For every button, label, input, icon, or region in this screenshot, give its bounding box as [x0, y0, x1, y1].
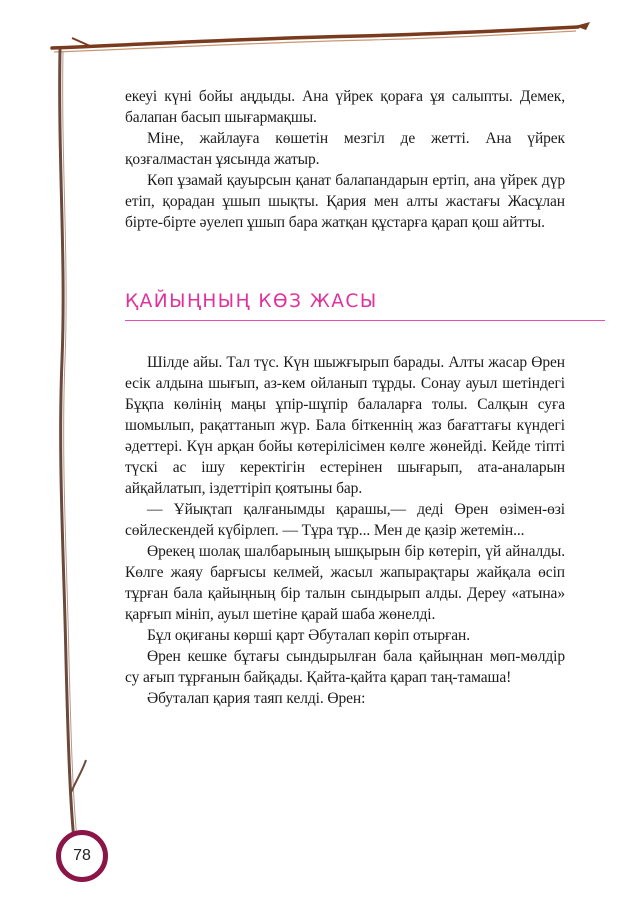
paragraph: екеуі күні бойы аңдыды. Ана үйрек қораға ұя салыпты. Демек, балапан басып шығармақшы.: [125, 88, 565, 126]
paragraph: Бұл оқиғаны көрші қарт Әбуталап көріп отырған.: [147, 627, 471, 644]
chapter-title: ҚАЙЫҢНЫҢ КӨЗ ЖАСЫ: [125, 291, 378, 312]
paragraph: Өрен кешке бұтағы сындырылған бала қайыңнан мөп-мөлдір су ағып тұрғанын байқады. Қайта-қайта қарап таң-тамаша!: [125, 648, 565, 686]
paragraph: Әбуталап қария таяп келді. Өрен:: [147, 690, 366, 707]
chapter-heading: [125, 290, 605, 321]
top-branch: [52, 27, 578, 48]
paragraph: Шілде айы. Тал түс. Күн шыжғырып барады. Алты жасар Өрен есік алдына шығып, аз-кем ойланып тұрды. Сонау ауыл шетіндегі Бұқпа көлінің маңы ұпір-шұпір балаларға толы. Салқын суға шомылып, рақаттанып жүр. Бала біткеннің жаз бағаттағы күндегі әдеттері. Күн арқан бойы көтерілісімен көлге жөнейді. Кейде тіпті түскі ас ішу керектігін естерінен шығарып, ата-аналарын айқайлатып, іздеттіріп қоятыны бар.: [125, 354, 565, 497]
paragraph: Көп ұзамай қауырсын қанат балапандарын ертіп, ана үйрек дүр етіп, қорадан ұшып шықты. Қария мен алты жастағы Жасұлан біртe-бірте әуелеп ұшып бара жатқан құстарға қарап қош айтты.: [125, 172, 565, 231]
page-number-label: 78: [73, 847, 91, 864]
left-stick: [60, 50, 74, 840]
page-number: [56, 830, 108, 882]
chapter-text-block: [125, 352, 565, 709]
paragraph: Міне, жайлауға көшетін мезгіл де жетті. Ана үйрек қозғалмастан ұясында жатыр.: [125, 130, 565, 168]
top-text-block: [125, 86, 565, 233]
paragraph: Өрекең шолақ шалбарының ышқырын бір көтеріп, үй айналды. Көлге жаяу барғысы келмей, жасыл жапырақтары жайқала өсіп тұрған бала қайыңның бір талын сындырып алды. Дереу «атына» қарғып мініп, ауыл шетіне қарай шаба жөнелді.: [125, 543, 565, 623]
paragraph: — Ұйықтап қалғанымды қарашы,— деді Өрен өзімен-өзі сөйлескендей күбірлеп. — Тұра тұр... Мен де қазір жетемін...: [125, 501, 565, 539]
